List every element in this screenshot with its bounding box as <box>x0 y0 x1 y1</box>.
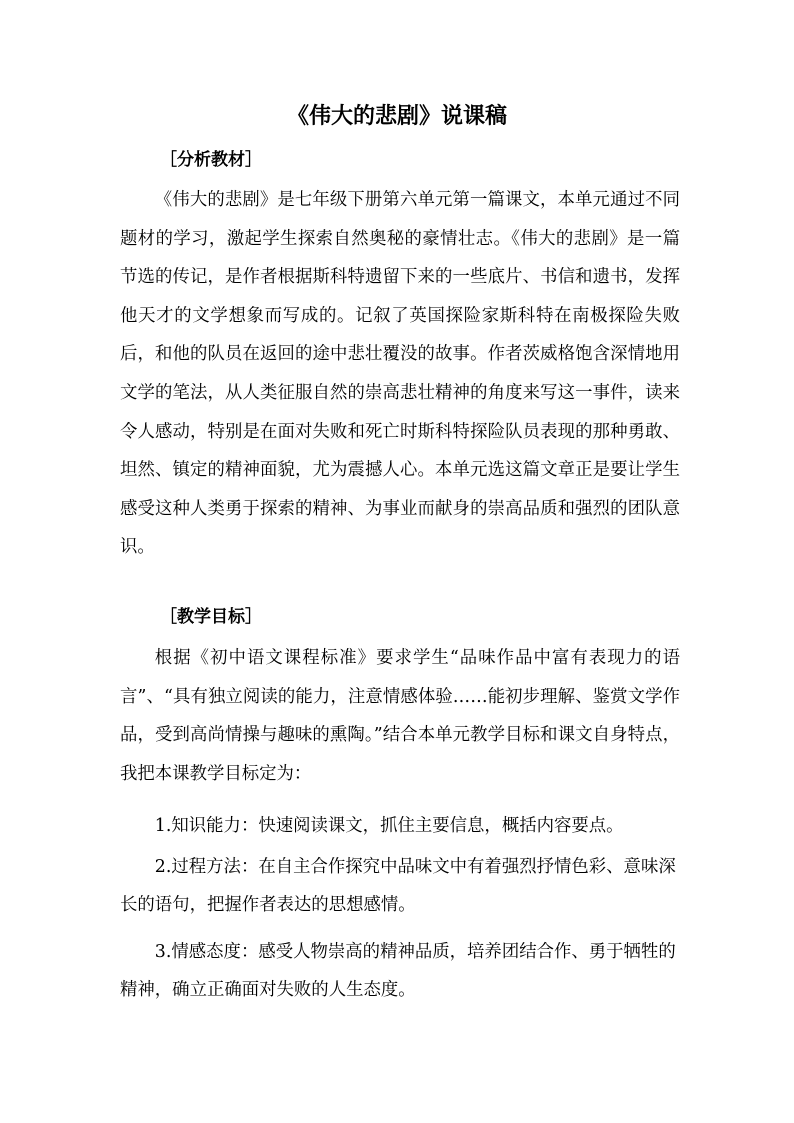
objectives-paragraph: 根据《初中语文课程标准》要求学生“品味作品中富有表现力的语言”、“具有独立阅读的能力，注意情感体验……能初步理解、鉴赏文学作品，受到高尚情操与趣味的熏陶。”结合本单元教学目标和课文自身特点，我把本课教学目标定为： <box>120 648 680 784</box>
section-heading-analysis: ［分析教材］ <box>160 150 262 170</box>
document-title: 《伟大的悲剧》说课稿 <box>286 103 507 129</box>
analysis-paragraph: 《伟大的悲剧》是七年级下册第六单元第一篇课文，本单元通过不同题材的学习，激起学生探索自然奥秘的豪情壮志。《伟大的悲剧》是一篇节选的传记，是作者根据斯科特遗留下来的一些底片、书信和遗书，发挥他天才的文学想象而写成的。记叙了英国探险家斯科特在南极探险失败后，和他的队员在返回的途中悲壮覆没的故事。作者茨威格饱含深情地用文学的笔法，从人类征服自然的崇高悲壮精神的角度来写这一事件，读来令人感动，特别是在面对失败和死亡时斯科特探险队员表现的那种勇敢、坦然、镇定的精神面貌，尤为震撼人心。本单元选这篇文章正是要让学生感受这种人类勇于探索的精神、为事业而献身的崇高品质和强烈的团队意识。 <box>120 190 680 558</box>
objective-item-1: 1.知识能力：快速阅读课文，抓住主要信息，概括内容要点。 <box>154 816 624 836</box>
objective-item-3: 3.情感态度：感受人物崇高的精神品质，培养团结合作、勇于牺牲的精神，确立正确面对失败的人生态度。 <box>120 942 676 1000</box>
section-heading-objectives: ［教学目标］ <box>160 607 262 627</box>
objective-item-2: 2.过程方法：在自主合作探究中品味文中有着强烈抒情色彩、意味深长的语句，把握作者表达的思想感情。 <box>120 857 676 915</box>
